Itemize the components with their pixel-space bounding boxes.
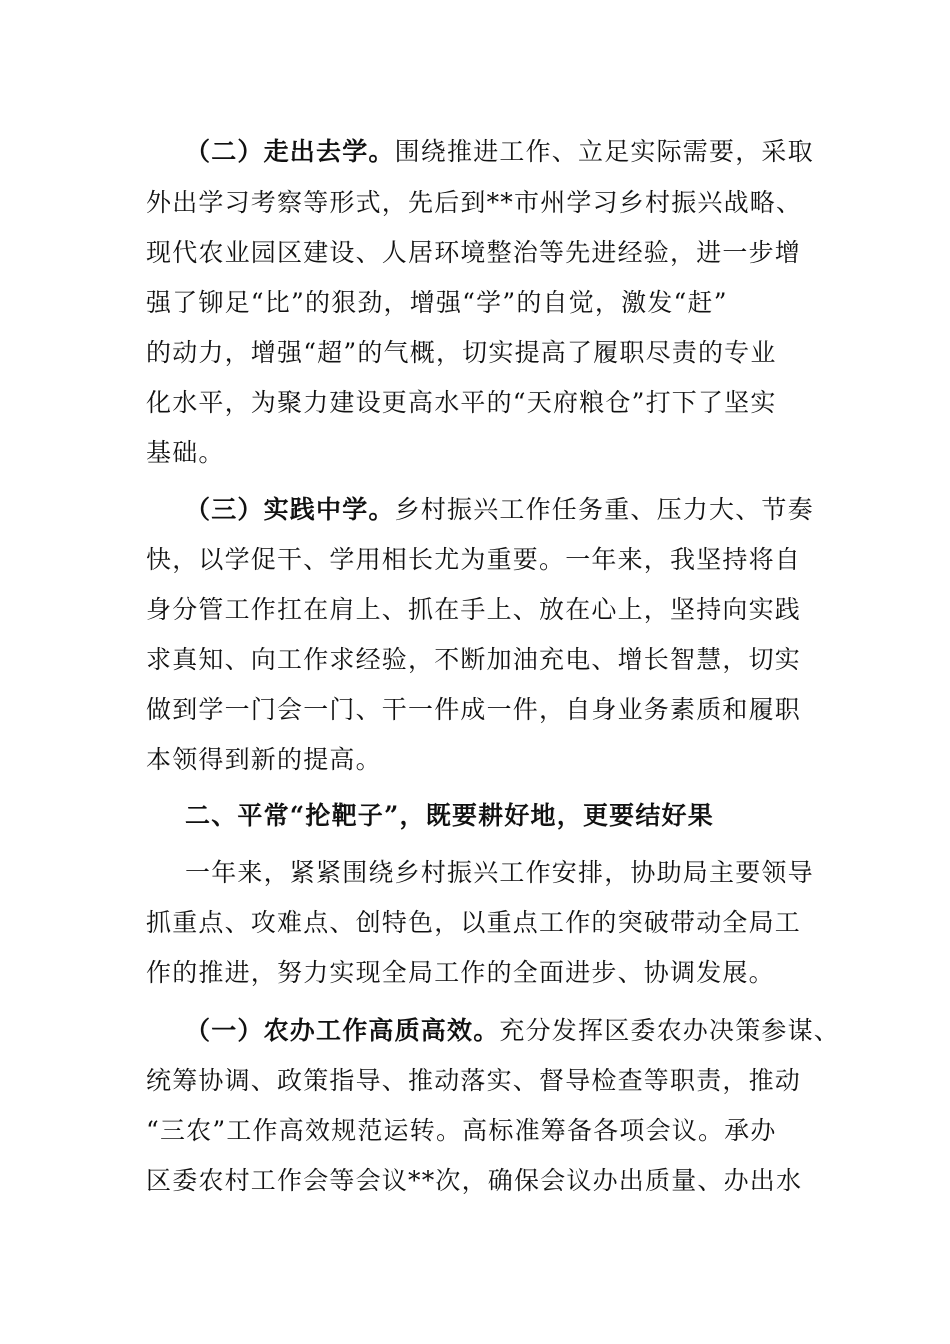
section-heading: 二、平常“抡靶子”，既要耕好地，更要结好果: [185, 801, 714, 830]
paragraph-text: 围绕推进工作、立足实际需要，采取: [394, 137, 814, 166]
paragraph-line: 做到学一门会一门、干一件成一件，自身业务素质和履职: [146, 695, 802, 724]
paragraph-line: [185, 493, 814, 527]
paragraph-line: 基础。: [146, 438, 225, 467]
paragraph-line: 一年来，紧紧围绕乡村振兴工作安排，协助局主要领导: [185, 858, 814, 887]
paragraph-line: 快，以学促干、学用相长尤为重要。一年来，我坚持将自: [146, 545, 802, 574]
paragraph-line: 现代农业园区建设、人居环境整治等先进经验，进一步增: [146, 238, 802, 267]
paragraph-line: 的动力，增强“超”的气概，切实提高了履职尽责的专业: [146, 338, 777, 367]
paragraph-text: 乡村振兴工作任务重、压力大、节奏: [394, 495, 814, 524]
paragraph-line: “三农”工作高效规范运转。高标准筹备各项会议。承办: [146, 1116, 777, 1145]
paragraph-line: 抓重点、攻难点、创特色，以重点工作的突破带动全局工: [146, 908, 802, 937]
paragraph-line: 作的推进，努力实现全局工作的全面进步、协调发展。: [146, 958, 775, 987]
paragraph-text: 充分发挥区委农办决策参谋、: [499, 1016, 841, 1045]
paragraph-line: 身分管工作扛在肩上、抓在手上、放在心上，坚持向实践: [146, 595, 802, 624]
paragraph-line: 区委农村工作会等会议**次，确保会议办出质量、办出水: [146, 1166, 803, 1195]
paragraph-lead: （二）走出去学。: [185, 137, 395, 166]
paragraph-line: 外出学习考察等形式，先后到**市州学习乡村振兴战略、: [146, 188, 803, 217]
paragraph-line: 化水平，为聚力建设更高水平的“天府粮仓”打下了坚实: [146, 388, 777, 417]
paragraph-line: [185, 1014, 840, 1048]
paragraph-line: 求真知、向工作求经验，不断加油充电、增长智慧，切实: [146, 645, 802, 674]
paragraph-line: 本领得到新的提高。: [146, 745, 382, 774]
paragraph-line: 统筹协调、政策指导、推动落实、督导检查等职责，推动: [146, 1066, 802, 1095]
paragraph-lead: （一）农办工作高质高效。: [185, 1016, 500, 1045]
paragraph-line: 强了铆足“比”的狠劲，增强“学”的自觉，激发“赶”: [146, 288, 728, 317]
paragraph-line: [185, 135, 814, 169]
paragraph-lead: （三）实践中学。: [185, 495, 395, 524]
